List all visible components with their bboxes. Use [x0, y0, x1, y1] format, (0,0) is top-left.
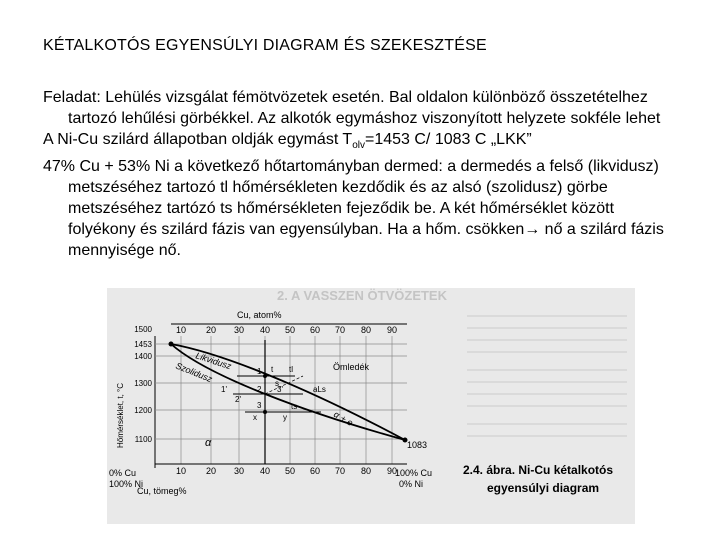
ni-melting-point — [169, 342, 174, 347]
top-tick: 70 — [334, 325, 346, 335]
point-label: 1' — [221, 385, 227, 394]
top-tick: 50 — [284, 325, 296, 335]
top-tick: 80 — [360, 325, 372, 335]
top-tick: 30 — [233, 325, 245, 335]
right-corner-line2: 0% Ni — [399, 479, 424, 489]
solidus-point — [263, 410, 267, 414]
slide-title: KÉTALKOTÓS EGYENSÚLYI DIAGRAM ÉS SZEKESZTÉSE — [43, 37, 487, 54]
melt-label: Ömledék — [333, 362, 370, 372]
phase-diagram-figure — [107, 288, 635, 524]
point-label: 1 — [257, 367, 262, 376]
y-tick: 1453 — [134, 340, 152, 349]
figure-caption-line2: egyensúlyi diagram — [487, 481, 600, 495]
bottom-tick: 80 — [360, 466, 372, 476]
liquidus-point — [263, 374, 267, 378]
solidification-text: 47% Cu + 53% Ni a következő hőtartományban dermed: a dermedés a felső (likvidusz) metszéséhez tartozó tl hőmérsékleten kezdődik és az alsó (szolidusz) görbe metszéséhez tartózó ts hőmérsékleten fejeződik be. A két hőmérséklet között folyékony és szilárd fázis van egyensúlyban. Ha a hőm. csökken — [43, 158, 659, 239]
melting-text-b: =1453 C/ 1083 C „LKK” — [364, 131, 532, 148]
bottom-tick: 20 — [205, 466, 217, 476]
y-axis-label: Hőmérséklet, t, °C — [116, 383, 125, 448]
top-axis-label: Cu, atom% — [237, 310, 282, 320]
point-label: y — [283, 413, 287, 422]
paragraph-task: Feladat: Lehülés vizsgálat fémötvözetek esetén. Bal oldalon különböző összetételhez tartozó lehűlési görbékkel. Az alkotók egymáshoz viszonyított helyzete sokféle lehet — [43, 89, 661, 127]
bottom-tick: 60 — [309, 466, 321, 476]
point-label: s — [275, 379, 279, 388]
right-arrow-icon: → — [524, 221, 541, 239]
left-corner-line2: 100% Ni — [109, 479, 144, 489]
melting-text-a: A Ni-Cu szilárd állapotban oldják egymást T — [43, 131, 353, 148]
y-tick: 1200 — [134, 406, 152, 415]
bottom-tick: 90 — [386, 466, 398, 476]
point-label: tl — [289, 365, 293, 374]
alpha-plus-melt-label: α + e — [332, 409, 355, 428]
point-label: 2' — [235, 395, 241, 404]
bottom-axis-label: Cu, tömeg% — [137, 486, 187, 496]
bottom-tick: 40 — [259, 466, 271, 476]
faded-background-lines — [467, 316, 627, 436]
top-tick: 20 — [205, 325, 217, 335]
point-label: aLs — [313, 385, 326, 394]
paragraph-solidification — [43, 156, 683, 261]
top-tick: 40 — [259, 325, 271, 335]
right-corner-line1: 100% Cu — [395, 468, 433, 478]
bottom-ticks — [176, 466, 397, 476]
slide-body — [43, 87, 683, 261]
bottom-tick: 50 — [284, 466, 296, 476]
alpha-region-label: α — [205, 437, 212, 449]
tie-line — [265, 376, 303, 394]
solidus-label: Szolidusz — [174, 360, 214, 385]
figure-caption-line1: 2.4. ábra. Ni-Cu kétalkotós — [463, 463, 614, 477]
y-ticks — [134, 325, 152, 444]
point-label: 3 — [257, 401, 262, 410]
paragraph-melting-points — [43, 129, 683, 156]
liquidus-label: Likvidusz — [194, 350, 233, 372]
bottom-tick: 10 — [175, 466, 187, 476]
top-tick: 60 — [309, 325, 321, 335]
point-label: t — [271, 365, 274, 374]
y-tick: 1500 — [134, 325, 152, 334]
point-label: ts — [291, 402, 298, 411]
melting-subscript: olv — [352, 140, 365, 152]
y-tick: 1300 — [134, 379, 152, 388]
point-label: 3' — [277, 385, 283, 394]
top-tick: 90 — [386, 325, 398, 335]
solidification-end: nő a szilárd fázis mennyisége nő. — [68, 221, 664, 260]
left-corner-line1: 0% Cu — [109, 468, 137, 478]
y-tick: 1100 — [134, 435, 152, 444]
faded-header: 2. A VASSZEN ÖTVÖZETEK — [277, 288, 447, 303]
phase-diagram-svg — [107, 288, 635, 524]
cu-melting-temp: 1083 — [407, 440, 428, 450]
top-ticks — [176, 325, 397, 335]
point-label: x — [253, 413, 257, 422]
top-tick: 10 — [175, 325, 187, 335]
bottom-tick: 70 — [334, 466, 346, 476]
point-label: 2 — [257, 385, 262, 394]
y-tick: 1400 — [134, 352, 152, 361]
bottom-tick: 30 — [233, 466, 245, 476]
